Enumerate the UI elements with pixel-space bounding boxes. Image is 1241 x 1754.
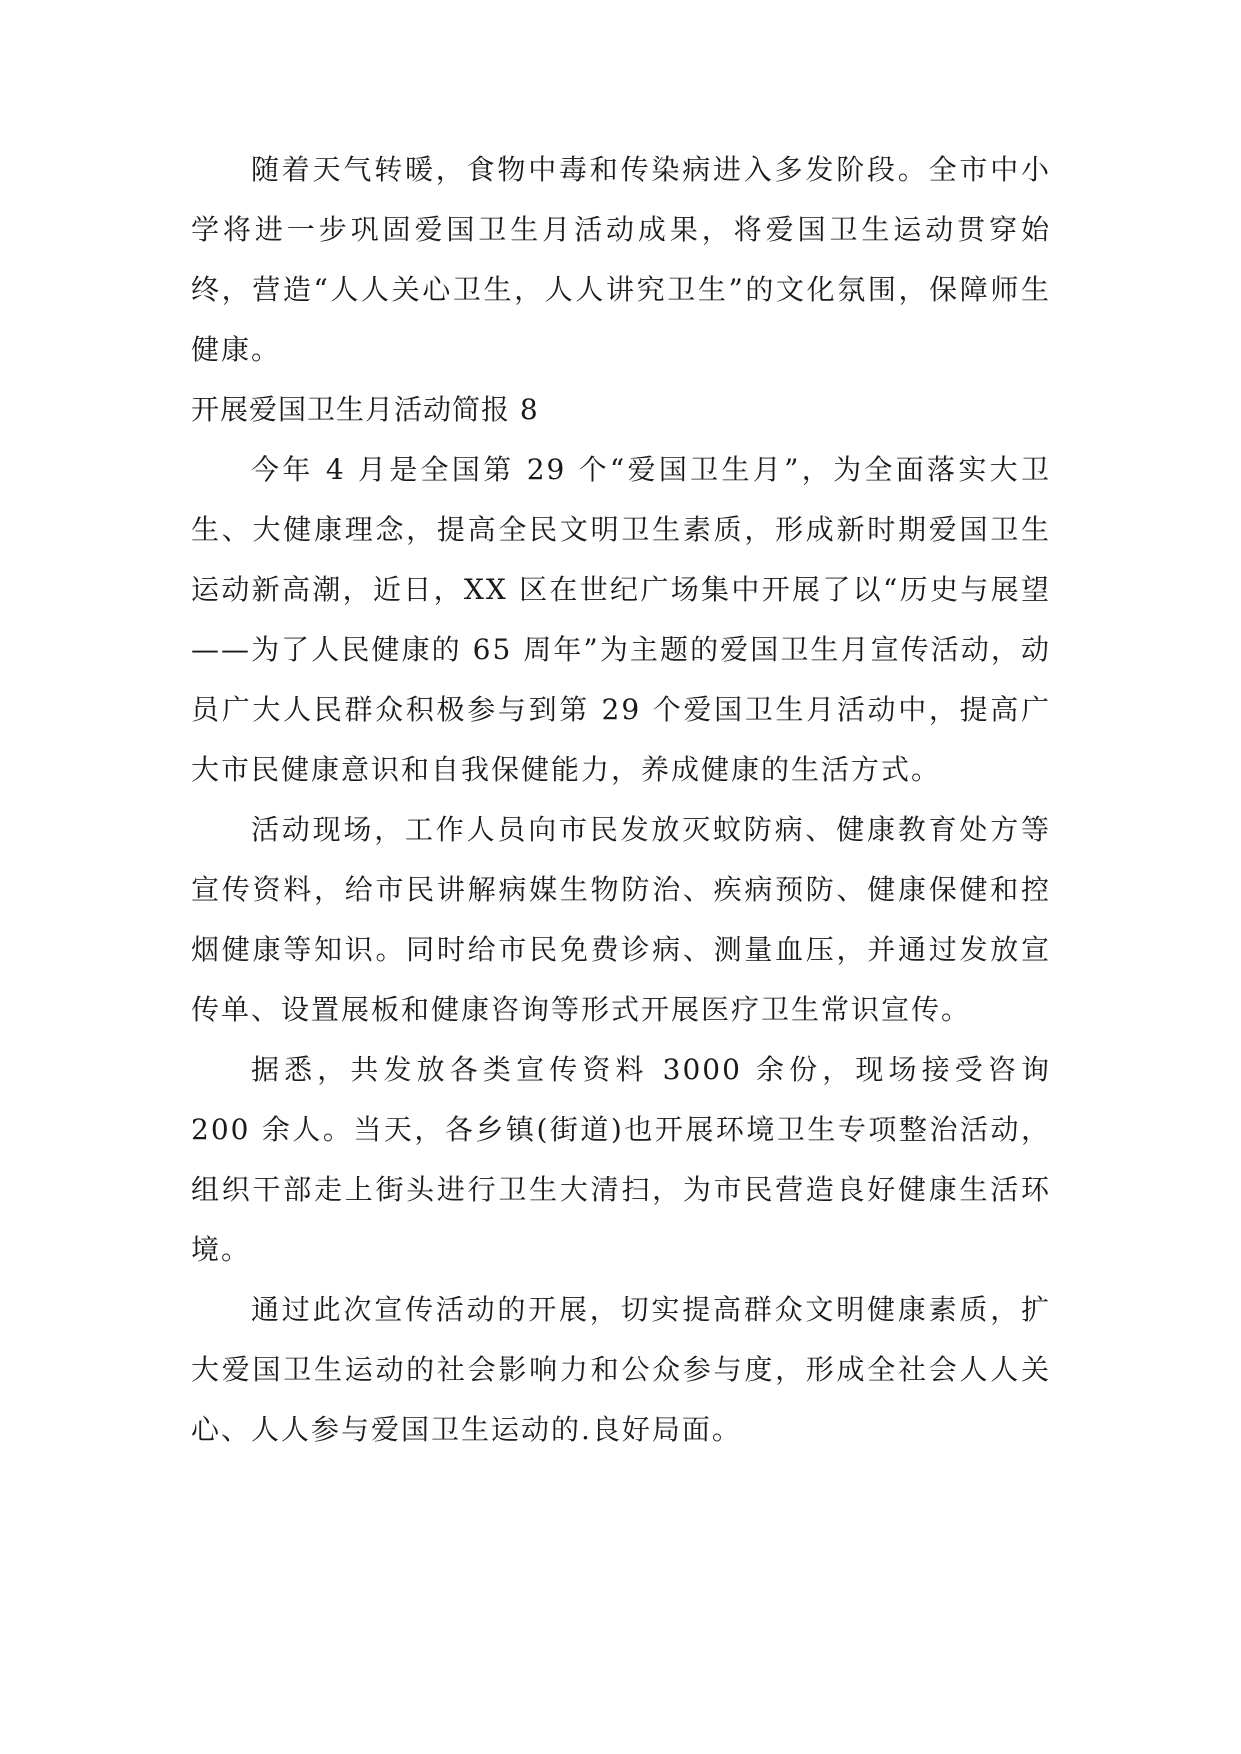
paragraph-event-scene: 活动现场，工作人员向市民发放灭蚊防病、健康教育处方等宣传资料，给市民讲解病媒生物防治、疾病预防、健康保健和控烟健康等知识。同时给市民免费诊病、测量血压，并通过发放宣传单、设置展板和健康咨询等形式开展医疗卫生常识宣传。: [191, 813, 1051, 1026]
document-body: [191, 140, 1051, 1460]
paragraph-hygiene-season: 随着天气转暖，食物中毒和传染病进入多发阶段。全市中小学将进一步巩固爱国卫生月活动成果，将爱国卫生运动贯穿始终，营造“人人关心卫生，人人讲究卫生”的文化氛围，保障师生健康。: [191, 153, 1051, 366]
paragraph-event-intro: 今年 4 月是全国第 29 个“爱国卫生月”，为全面落实大卫生、大健康理念，提高全民文明卫生素质，形成新时期爱国卫生运动新高潮，近日，XX 区在世纪广场集中开展了以“历史与展望——为了人民健康的 65 周年”为主题的爱国卫生月宣传活动，动员广大人民群众积极参与到第 29 个爱国卫生月活动中，提高广大市民健康意识和自我保健能力，养成健康的生活方式。: [191, 453, 1051, 786]
paragraph-event-conclusion: 通过此次宣传活动的开展，切实提高群众文明健康素质，扩大爱国卫生运动的社会影响力和公众参与度，形成全社会人人关心、人人参与爱国卫生运动的.良好局面。: [191, 1293, 1051, 1446]
section-heading: 开展爱国卫生月活动简报 8: [191, 393, 539, 426]
paragraph-event-results: 据悉，共发放各类宣传资料 3000 余份，现场接受咨询 200 余人。当天，各乡镇(街道)也开展环境卫生专项整治活动，组织干部走上街头进行卫生大清扫，为市民营造良好健康生活环境。: [191, 1053, 1051, 1266]
